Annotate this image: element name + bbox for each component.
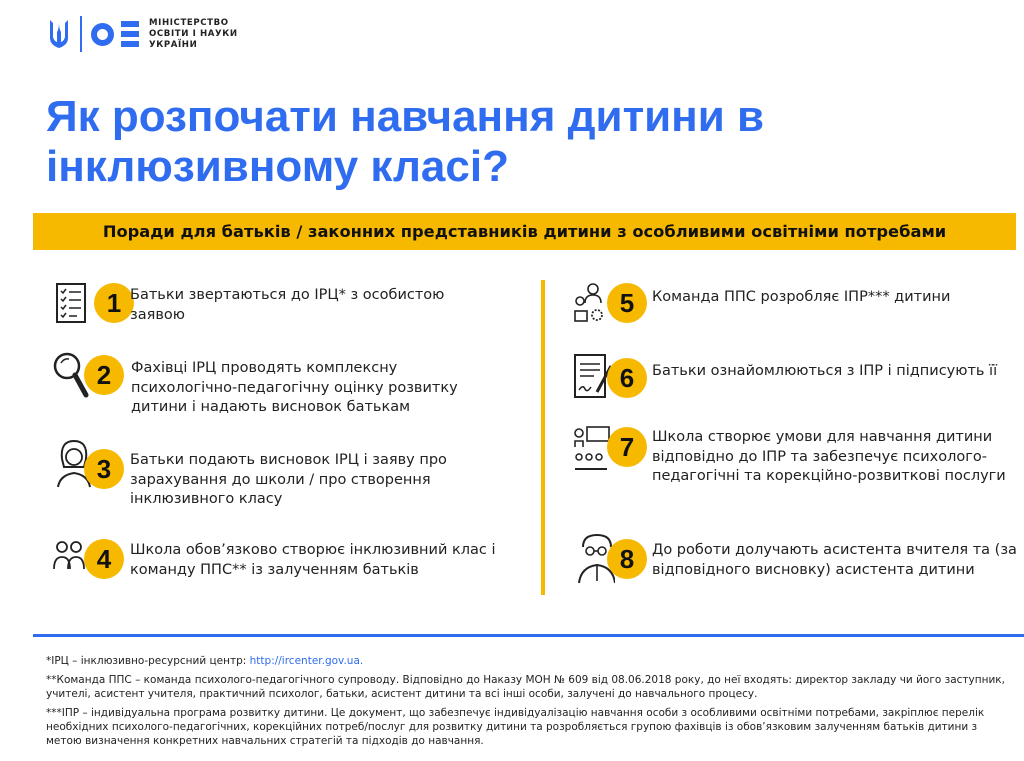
trident-icon: [48, 18, 70, 50]
footer-divider: [33, 634, 1024, 637]
step-text: Батьки подають висновок ІРЦ і заяву про зарахування до школи / про створення інклюзивного класу: [130, 452, 447, 507]
footnote-irc-text: *ІРЦ – інклюзивно-ресурсний центр:: [46, 655, 250, 667]
step-number: 8: [607, 539, 647, 579]
step-number: 1: [94, 283, 134, 323]
column-divider: [541, 280, 545, 595]
page-title: Як розпочати навчання дитини в інклюзивному класі?: [46, 92, 765, 191]
step-number: 6: [607, 358, 647, 398]
ministry-logo: [48, 14, 238, 54]
step-number: 4: [84, 539, 124, 579]
step-number: 7: [607, 427, 647, 467]
step-text: Батьки звертаються до ІРЦ* з особистою заявою: [130, 287, 445, 323]
step-number: 2: [84, 355, 124, 395]
step-number: 5: [607, 283, 647, 323]
footnote-ipr: ***ІПР – індивідуальна програма розвитку дитини. Це документ, що забезпечує індивідуалізацію навчання особи з особливими освітніми потребами, закріплює перелік необхідних психолого-педагогічних, корекційних потреб/послуг для розвитку дитини та розробляється групою фахівців із обов’язковим залученням батьків дитини з метою визначення конкретних навчальних стратегій та підходів до навчання.: [46, 707, 985, 747]
footnotes: [46, 654, 1006, 753]
logo-e-mark: [121, 21, 139, 47]
step-text: Фахівці ІРЦ проводять комплексну психологічно-педагогічну оцінку розвитку дитини і надають висновок батькам: [131, 360, 458, 415]
step-text: До роботи долучають асистента вчителя та (за відповідного висновку) асистента дитини: [652, 542, 1017, 578]
step-text: Школа обов’язково створює інклюзивний клас і команду ППС** із залученням батьків: [130, 542, 496, 578]
logo-o-mark: [91, 23, 114, 46]
step-text: Батьки ознайомлюються з ІПР і підписують її: [652, 363, 998, 379]
logo-text: МІНІСТЕРСТВО ОСВІТИ І НАУКИ УКРАЇНИ: [149, 17, 238, 50]
footnote-irc: [46, 654, 1006, 668]
footnote-pps: **Команда ППС – команда психолого-педагогічного супроводу. Відповідно до Наказу МОН № 609 від 08.06.2018 року, до неї входять: директор закладу чи його заступник, учителі, асистент учителя, практичний психолог, батьки, асистент дитини та всі інші особи, залучені до навчального процесу.: [46, 674, 1005, 700]
logo-separator: [80, 16, 82, 52]
subtitle-banner: Поради для батьків / законних представників дитини з особливими освітніми потребами: [33, 213, 1016, 250]
document-checklist-icon: [54, 281, 94, 325]
step-text: Школа створює умови для навчання дитини відповідно до ІПР та забезпечує психолого-педагогічні та корекційно-розвиткові послуги: [652, 429, 1006, 484]
ircenter-link[interactable]: http://ircenter.gov.ua.: [249, 655, 364, 667]
step-text: Команда ППС розробляє ІПР*** дитини: [652, 289, 951, 305]
step-number: 3: [84, 449, 124, 489]
